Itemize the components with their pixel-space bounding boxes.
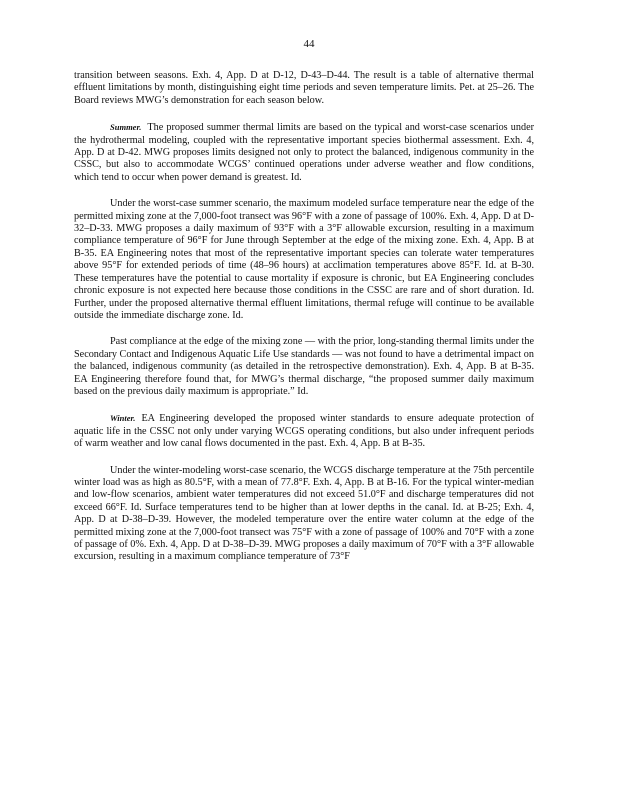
paragraph-text: Under the winter-modeling worst-case scenario, the WCGS discharge temperature at the 75th percentile winter load was as high as 80.5°F, with a mean of 77.8°F. Exh. 4, App. B at B-16. For the typical winter-median and low-flow scenarios, ambient water temperatures did not exceed 51.0°F and discharge temperatures did not exceed 66°F. Id. Surface temperatures tend to be higher than at lower depths in the canal. Id. at B-25; Exh. 4, App. D at D-38–D-39. However, the modeled temperature over the entire water column at the edge of the permitted mixing zone at the 7,000-foot transect was 75°F with a zone of passage of 100% and 70°F with a zone of passage of 0%. Exh. 4, App. D at D-38–D-39. MWG proposes a daily maximum of 70°F with a 3°F allowable excursion, resulting in a maximum compliance temperature of 73°F [74, 464, 535, 563]
paragraph-text: transition between seasons. Exh. 4, App. D at D-12, D-43–D-44. The result is a table of alternative thermal effluent limitations by month, distinguishing eight time periods and seven temperature limits. Pet. at 25–26. The Board reviews MWG’s demonstration for each season below. [74, 70, 534, 106]
paragraph-summer-worst-case [74, 198, 534, 322]
paragraph-text: EA Engineering developed the proposed winter standards to ensure adequate protection of aquatic life in the CSSC not only under varying WCGS operating conditions, but also under infrequent periods of warm weather and low canal flows documented in the past. Exh. 4, App. B at B-35. [74, 413, 534, 450]
paragraph-past-compliance [74, 336, 534, 398]
paragraph-continuation [74, 70, 534, 107]
page-number: 44 [303, 38, 315, 50]
paragraph-text: Past compliance at the edge of the mixing zone — with the prior, long-standing thermal limits under the Secondary Contact and Indigenous Aquatic Life Use standards — was not found to have a detrimental impact on the balanced, indigenous community (as detailed in the retrospective demonstration). Exh. 4, App. B at B-35. EA Engineering therefore found that, for MWG’s thermal discharge, “the proposed summer daily maximum based on the previous daily maximum is appropriate.” Id. [74, 336, 534, 397]
paragraph-text: The proposed summer thermal limits are based on the typical and worst-case scenarios under the hydrothermal modeling, coupled with the representative important species biothermal assessment. Exh. 4, App. D at D-42. MWG proposes limits designed not only to protect the balanced, indigenous community in the CSSC, but also to accommodate WCGS’ continued operations under adverse weather and flow conditions, which tend to occur when power demand is greatest. Id. [74, 122, 534, 183]
paragraph-winter-intro [74, 412, 534, 450]
section-heading-summer: Summer. [110, 122, 142, 133]
paragraph-winter-worst-case [74, 465, 534, 564]
section-heading-winter: Winter. [110, 413, 136, 424]
paragraph-text: Under the worst-case summer scenario, the maximum modeled surface temperature near the edge of the permitted mixing zone at the 7,000-foot transect was 96°F with a zone of passage of 100%. Exh. 4, App. D at D-32–D-33. MWG proposes a daily maximum of 93°F with a 3°F allowable excursion, resulting in a maximum compliance temperature of 96°F for June through September at the edge of the mixing zone. Exh. 4, App. B at B-35. EA Engineering notes that most of the representative important species can tolerate water temperatures above 95°F for extended periods of time (48–96 hours) at acclimation temperatures above 85°F. Id. at B-30. These temperatures have the potential to cause mortality if exposure is chronic, but EA Engineering concludes chronic exposure is not expected here because those conditions in the CSSC are rare and of short duration. Id. Further, under the proposed alternative thermal effluent limitations, thermal refuge will continue to be available outside the immediate discharge zone. Id. [74, 198, 534, 321]
document-body [74, 70, 534, 564]
paragraph-summer-intro [74, 121, 534, 184]
